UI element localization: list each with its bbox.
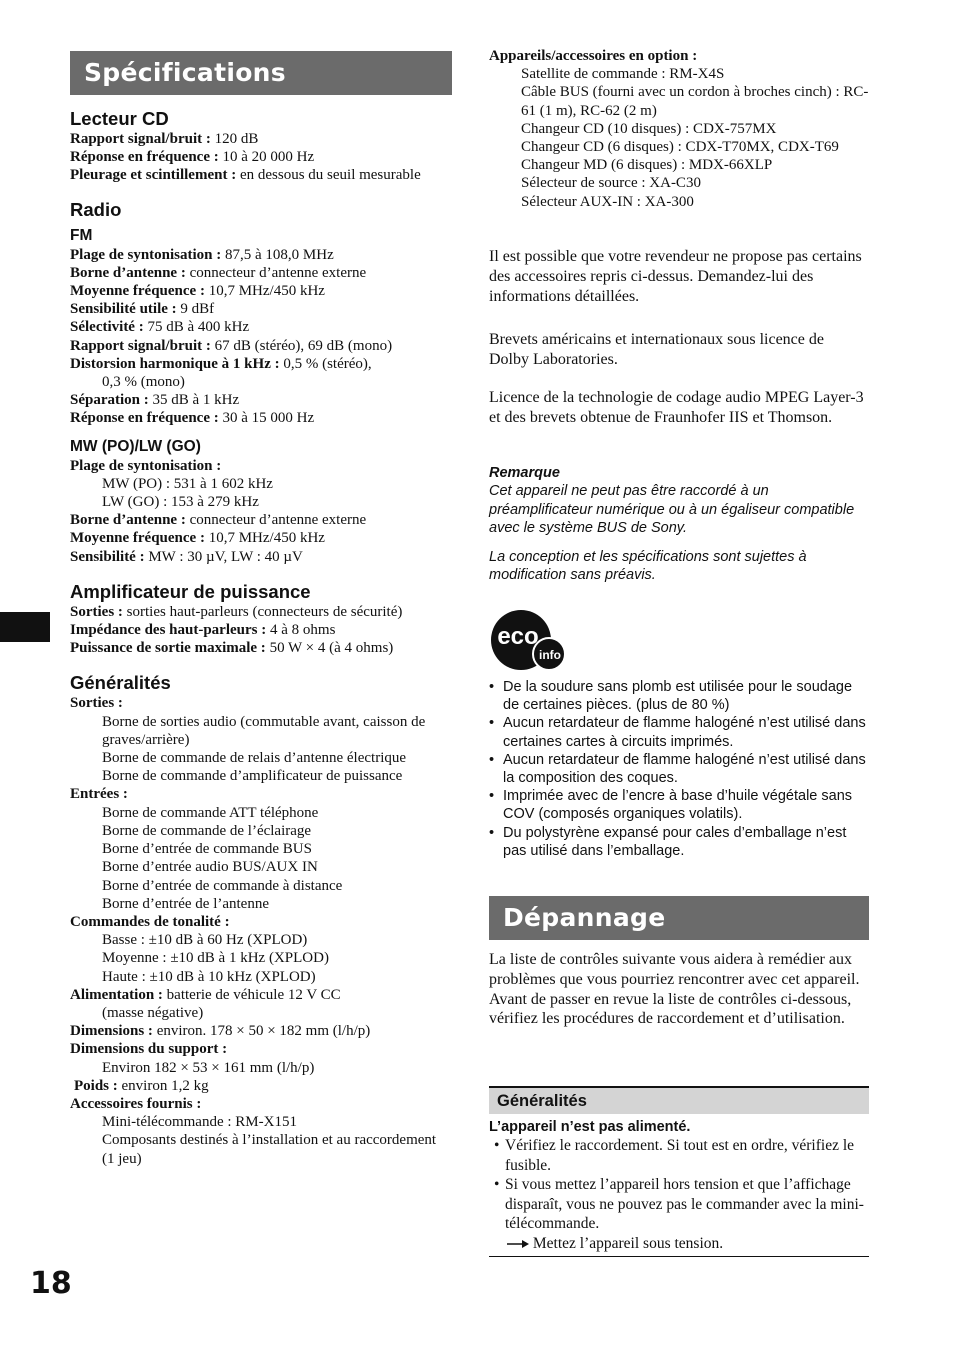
- troubleshoot-section: [489, 896, 869, 1029]
- remark-box: [489, 464, 859, 585]
- specs-section: [70, 51, 452, 1168]
- eco-item: • Aucun retardateur de flamme halogéné n’est utilisé dans certaines cartes à circuits imprimés.: [489, 714, 871, 750]
- fix-action-text: Mettez l’appareil sous tension.: [532, 1234, 724, 1252]
- dolby-note: Brevets américains et internationaux sous licence de Dolby Laboratories.: [489, 331, 824, 368]
- general-heading: Généralités: [70, 672, 171, 694]
- cd-heading: Lecteur CD: [70, 108, 169, 129]
- fix-action: [489, 1234, 869, 1254]
- eco-item: • Imprimée avec de l’encre à base d’huile végétale sans COV (composés organiques volatils).: [489, 787, 871, 823]
- remark-text-2: La conception et les spécifications sont sujettes à modification sans préavis.: [489, 548, 807, 583]
- svg-text:info: info: [539, 648, 561, 662]
- amp-specs: Sorties : sorties haut-parleurs (connecteurs de sécurité) Impédance des haut-parleurs : 4 à 8 ohms Puissance de sortie maximale : 50 W × 4 (à 4 ohms): [70, 603, 403, 657]
- svg-text:eco: eco: [497, 623, 539, 650]
- troubleshoot-section-heading: Généralités: [489, 1086, 869, 1114]
- mw-specs: Plage de syntonisation : MW (PO) : 531 à 1 602 kHz LW (GO) : 153 à 279 kHz Borne d’antenne : connecteur d’antenne externe Moyenne fréquence : 10,7 MHz/450 kHz Sensibilité : MW : 30 µV, LW : 40 µV: [70, 457, 367, 565]
- fm-heading: FM: [70, 226, 93, 244]
- eco-info-logo-icon: [489, 608, 569, 679]
- page-number: 18: [30, 1266, 72, 1301]
- radio-heading: Radio: [70, 198, 122, 220]
- mpeg-note: Licence de la technologie de codage audio MPEG Layer-3 et des brevets obtenue de Fraunhofer IIS et Thomson.: [489, 389, 864, 426]
- table-bottom-rule: [489, 1256, 869, 1257]
- troubleshoot-title: Dépannage: [489, 896, 869, 940]
- cd-specs: Rapport signal/bruit : 120 dB Réponse en fréquence : 10 à 20 000 Hz Pleurage et scintillement : en dessous du seuil mesurable: [70, 131, 421, 184]
- troubleshoot-table: [489, 1086, 869, 1257]
- options-section: [489, 47, 871, 211]
- arrow-right-icon: [507, 1235, 533, 1252]
- fm-specs: Plage de syntonisation : 87,5 à 108,0 MHz Borne d’antenne : connecteur d’antenne externe Moyenne fréquence : 10,7 MHz/450 kHz Sensibilité utile : 9 dBf Sélectivité : 75 dB à 400 kHz Rapport signal/bruit : 67 dB (stéréo), 69 dB (mono) Distorsion harmonique à 1 kHz : 0,5 % (stéréo), 0,3 % (mono) Séparation : 35 dB à 1 kHz Réponse en fréquence : 30 à 15 000 Hz: [70, 246, 393, 427]
- remark-text: Cet appareil ne peut pas être raccordé à un préamplificateur numérique ou à un égaliseur compatible avec le système BUS de Sony.: [489, 483, 855, 536]
- troubleshoot-intro: La liste de contrôles suivante vous aidera à remédier aux problèmes que vous pourriez rencontrer avec cet appareil.: [489, 951, 860, 988]
- fix-item: • Si vous mettez l’appareil hors tension et que l’affichage disparaît, vous ne pouvez pas le commander avec la mini-télécommande.: [489, 1175, 869, 1234]
- fix-item: • Vérifiez le raccordement. Si tout est en ordre, vérifiez le fusible.: [489, 1136, 869, 1175]
- amp-heading: Amplificateur de puissance: [70, 580, 311, 602]
- specs-title: Spécifications: [70, 51, 452, 95]
- mw-heading: MW (PO)/LW (GO): [70, 437, 201, 455]
- troubleshoot-intro-2: Avant de passer en revue la liste de contrôles ci-dessous, vérifiez les procédures de raccordement et d’utilisation.: [489, 990, 852, 1028]
- section-tab-marker: [0, 612, 50, 642]
- fix-list: [489, 1136, 869, 1234]
- remark-title: Remarque: [489, 465, 560, 481]
- options-list: Appareils/accessoires en option : Satellite de commande : RM-X4S Câble BUS (fourni avec un cordon à broches cinch) : RC-61 (1 m), RC-62 (2 m) Changeur CD (10 disques) : CDX-757MX Changeur CD (6 disques) : CDX-T70MX, CDX-T69 Changeur MD (6 disques) : MDX-66XLP Sélecteur de source : XA-C30 Sélecteur AUX-IN : XA-300: [489, 48, 869, 210]
- eco-info-logo: [489, 608, 569, 674]
- general-specs: Sorties : Borne de sorties audio (commutable avant, caisson de graves/arrière) Borne de commande de relais d’antenne électrique Borne de commande d’amplificateur de puissance Entrées : Borne de commande ATT téléphone Borne de commande de l’éclairage Borne d’entrée de commande BUS Borne d’entrée audio BUS/AUX IN Borne d’entrée de commande à distance Borne d’entrée de l’antenne Commandes de tonalité : Basse : ±10 dB à 60 Hz (XPLOD) Moyenne : ±10 dB à 1 kHz (XPLOD) Haute : ±10 dB à 10 kHz (XPLOD) Alimentation : batterie de véhicule 12 V CC (masse négative) Dimensions : environ. 178 × 50 × 182 mm (l/h/p) Dimensions du support : Environ 182 × 53 × 161 mm (l/h/p) Poids : environ 1,2 kg Accessoires fournis : Mini-télécommande : RM-X151 Composants destinés à l’installation et au raccordement (1 jeu): [70, 695, 437, 1167]
- eco-item: • Aucun retardateur de flamme halogéné n’est utilisé dans la composition des coques.: [489, 751, 871, 787]
- dealer-note: Il est possible que votre revendeur ne propose pas certains des accessoires repris ci-dessus. Demandez-lui des informations détaillées.: [489, 248, 862, 305]
- eco-item: • Du polystyrène expansé pour cales d’emballage n’est pas utilisé dans l’emballage.: [489, 824, 871, 860]
- eco-item: • De la soudure sans plomb est utilisée pour le soudage de certaines pièces. (plus de 80 %): [489, 678, 871, 714]
- problem-title: L’appareil n’est pas alimenté.: [489, 1119, 691, 1135]
- eco-list: [489, 678, 871, 860]
